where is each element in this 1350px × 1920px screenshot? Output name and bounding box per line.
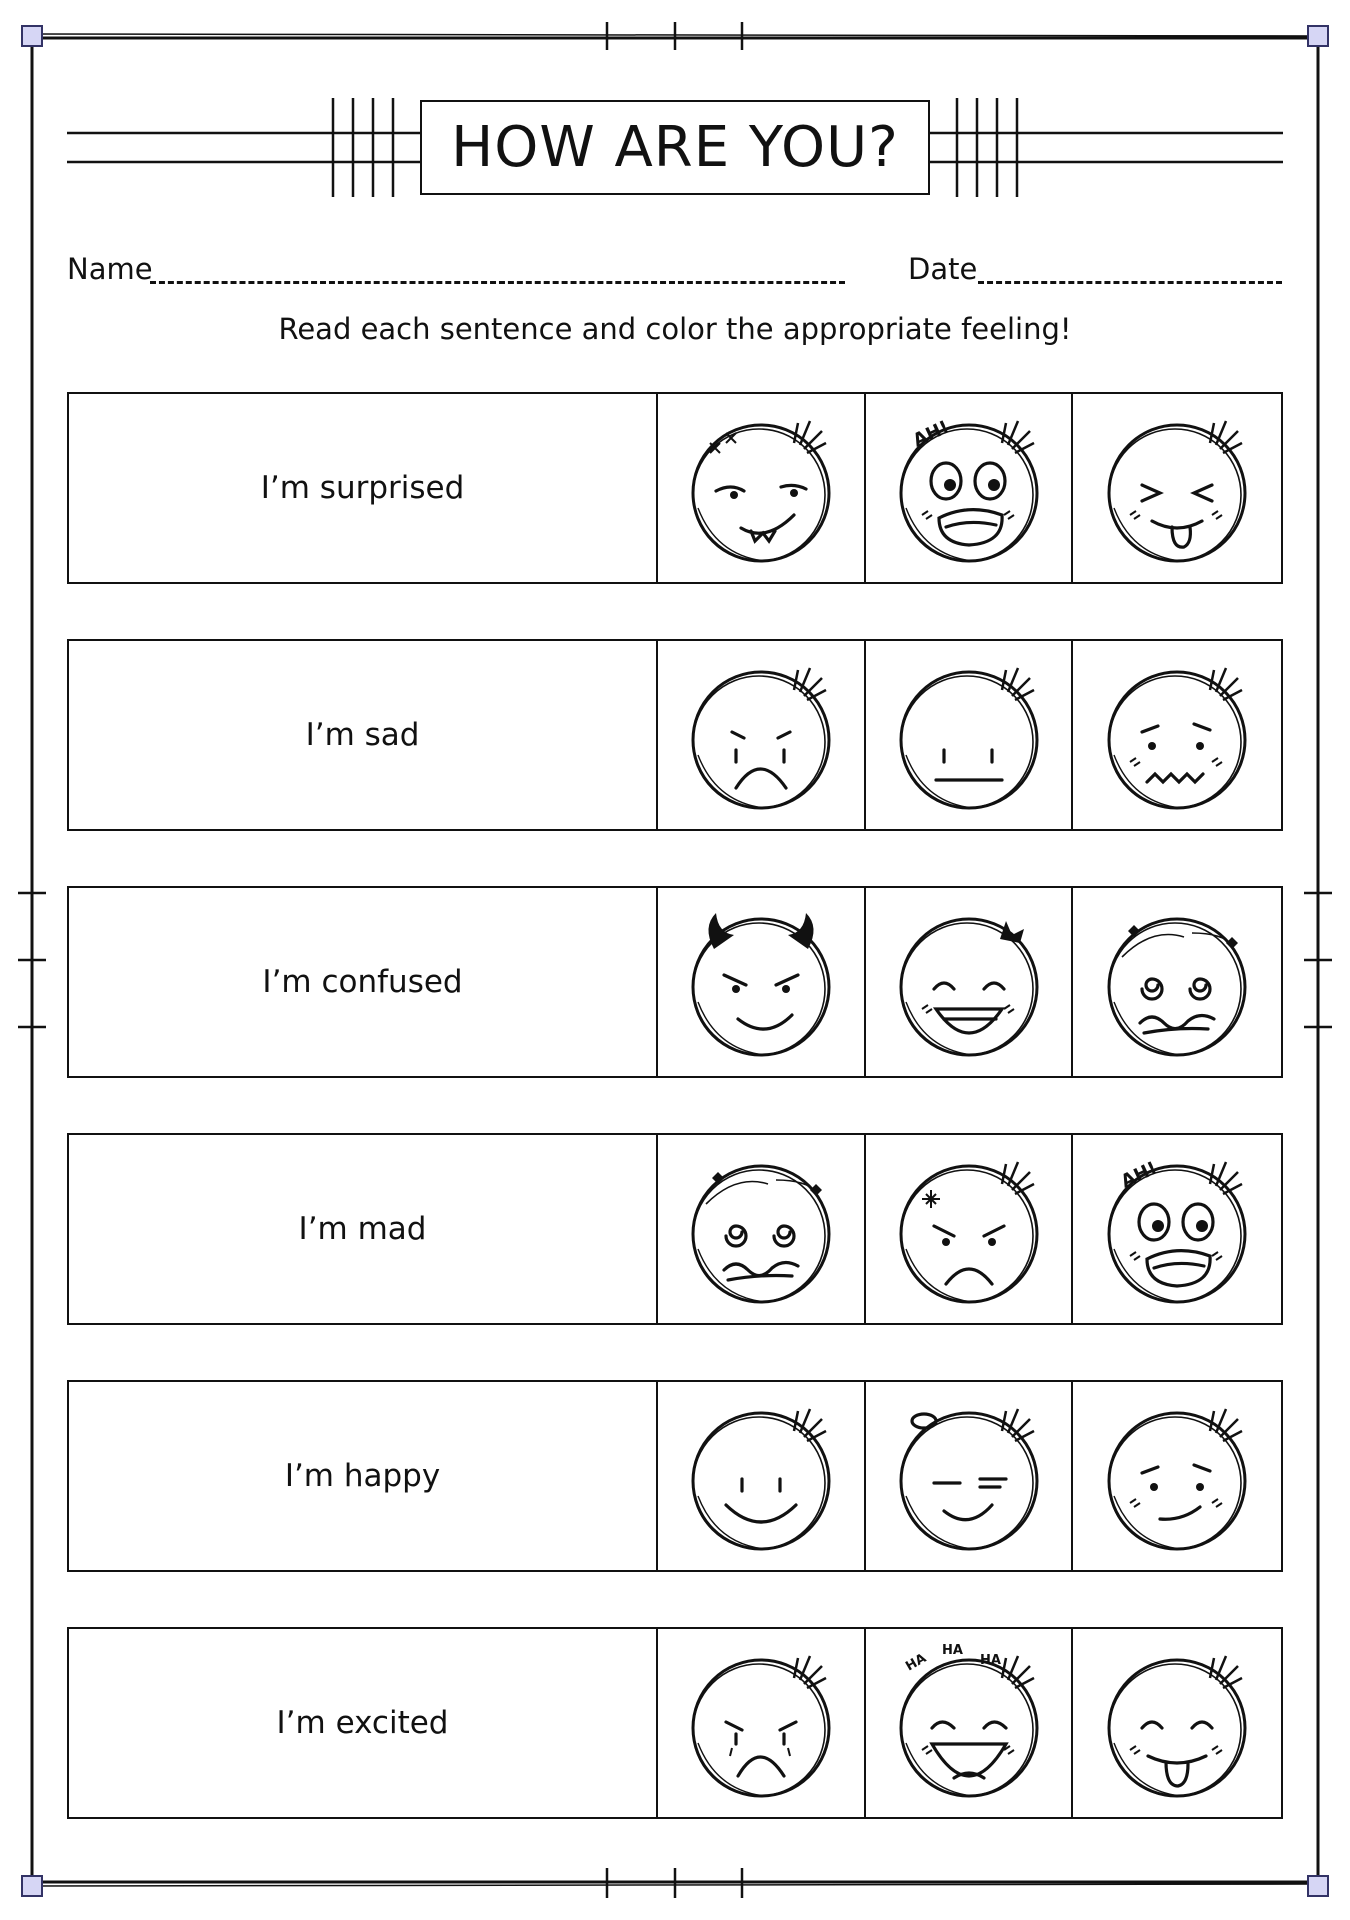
svg-text:HA: HA	[941, 1643, 963, 1658]
playful-face-icon	[1092, 1638, 1262, 1808]
face-option-cell[interactable]	[658, 641, 866, 829]
svg-text:AH!: AH!	[1118, 1157, 1161, 1193]
svg-text:HA: HA	[979, 1653, 1001, 1668]
face-option-cell[interactable]	[866, 641, 1074, 829]
feeling-sentence: I’m surprised	[69, 394, 658, 582]
laughing-face-icon	[884, 1638, 1054, 1808]
face-option-cell[interactable]	[866, 394, 1074, 582]
feeling-sentence: I’m sad	[69, 641, 658, 829]
face-option-cell[interactable]	[1073, 394, 1281, 582]
date-field[interactable]	[978, 281, 1282, 284]
face-option-cell[interactable]	[866, 1135, 1074, 1323]
worksheet-title: HOW ARE YOU?	[420, 100, 930, 195]
neutral-face-icon	[884, 650, 1054, 820]
face-option-cell[interactable]	[658, 888, 866, 1076]
feeling-row	[67, 1380, 1283, 1572]
date-label: Date	[908, 252, 978, 286]
dizzy-face-icon	[1092, 897, 1262, 1067]
instructions: Read each sentence and color the appropriate feeling!	[278, 312, 1072, 346]
face-option-cell[interactable]	[1073, 1382, 1281, 1570]
feeling-row	[67, 639, 1283, 831]
face-option-cell[interactable]	[658, 394, 866, 582]
face-option-cell[interactable]	[658, 1382, 866, 1570]
feeling-row	[67, 392, 1283, 584]
face-option-cell[interactable]	[658, 1629, 866, 1817]
face-option-cell[interactable]	[1073, 1135, 1281, 1323]
worried-face-icon	[1092, 650, 1262, 820]
feeling-sentence: I’m happy	[69, 1382, 658, 1570]
name-label: Name	[67, 252, 153, 286]
shocked-ah-face-icon	[884, 403, 1054, 573]
devil-face-icon	[676, 897, 846, 1067]
svg-text:HA: HA	[902, 1650, 929, 1675]
feeling-row	[67, 1627, 1283, 1819]
sad-face-icon	[676, 650, 846, 820]
face-option-cell[interactable]	[658, 1135, 866, 1323]
angel-face-icon	[884, 1391, 1054, 1561]
face-option-cell[interactable]	[866, 888, 1074, 1076]
feeling-row	[67, 886, 1283, 1078]
name-field[interactable]	[150, 281, 845, 284]
smirk-face-icon	[676, 403, 846, 573]
shocked-ah-face-icon	[1092, 1144, 1262, 1314]
smiling-face-icon	[676, 1391, 846, 1561]
feeling-sentence: I’m mad	[69, 1135, 658, 1323]
feeling-row	[67, 1133, 1283, 1325]
tongue-out-face-icon	[1092, 403, 1262, 573]
face-option-cell[interactable]	[866, 1629, 1074, 1817]
grinning-face-icon	[884, 897, 1054, 1067]
feeling-sentence: I’m excited	[69, 1629, 658, 1817]
angry-face-icon	[884, 1144, 1054, 1314]
face-option-cell[interactable]	[1073, 1629, 1281, 1817]
crying-face-icon	[676, 1638, 846, 1808]
dizzy-face-icon	[676, 1144, 846, 1314]
embarrassed-face-icon	[1092, 1391, 1262, 1561]
face-option-cell[interactable]	[1073, 888, 1281, 1076]
face-option-cell[interactable]	[866, 1382, 1074, 1570]
face-option-cell[interactable]	[1073, 641, 1281, 829]
svg-text:AH!: AH!	[909, 416, 952, 452]
feeling-sentence: I’m confused	[69, 888, 658, 1076]
